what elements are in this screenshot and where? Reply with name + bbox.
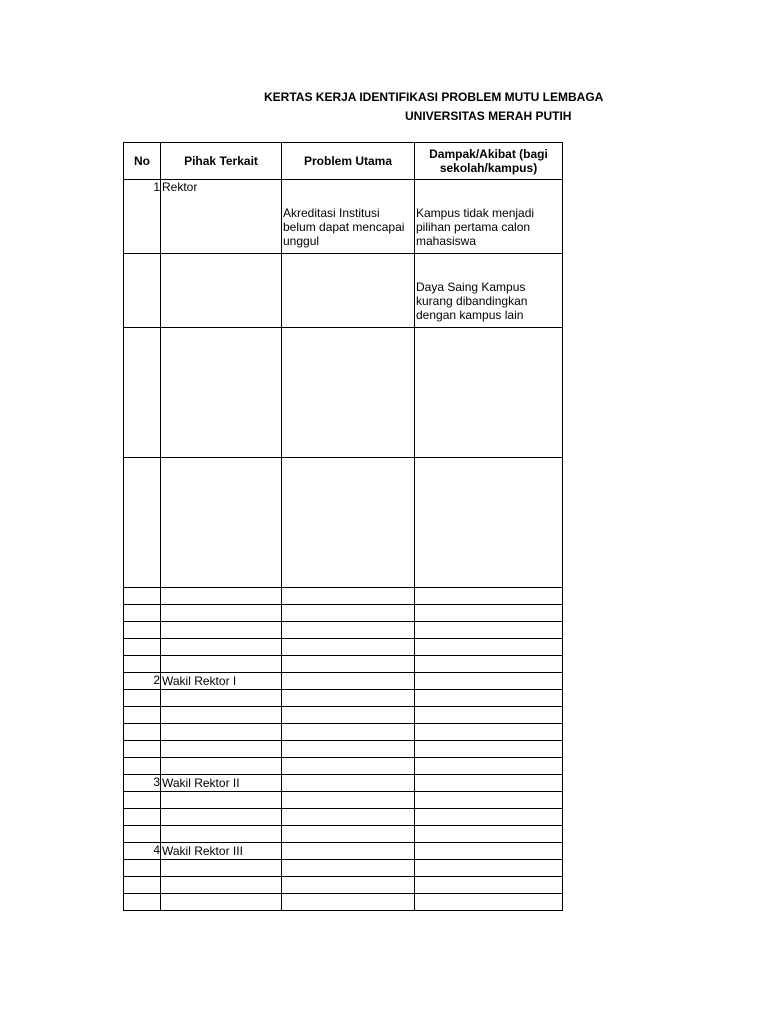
pihak-cell: Wakil Rektor III: [161, 843, 282, 860]
table-row: [124, 605, 563, 622]
header-no: No: [124, 143, 161, 180]
table-row: [124, 843, 563, 860]
dampak-cell: Kampus tidak menjadi pilihan pertama calon mahasiswa: [415, 180, 563, 254]
table-row: [124, 673, 563, 690]
table-row: [124, 656, 563, 673]
table-row: [124, 622, 563, 639]
document-subtitle: UNIVERSITAS MERAH PUTIH: [405, 109, 572, 123]
table-row: [124, 894, 563, 911]
table-row: [124, 254, 563, 328]
table-row: [124, 792, 563, 809]
table-row: [124, 707, 563, 724]
dampak-cell: Daya Saing Kampus kurang dibandingkan dengan kampus lain: [415, 254, 563, 328]
header-dampak-akibat: Dampak/Akibat (bagi sekolah/kampus): [415, 143, 563, 180]
header-pihak-terkait: Pihak Terkait: [161, 143, 282, 180]
row-number: 4: [124, 843, 161, 860]
table-row: [124, 741, 563, 758]
table-row: [124, 328, 563, 458]
header-row: [124, 143, 563, 180]
problem-cell: Akreditasi Institusi belum dapat mencapai unggul: [282, 180, 415, 254]
table-row: [124, 639, 563, 656]
table-row: [124, 588, 563, 605]
row-number: 3: [124, 775, 161, 792]
row-number: 2: [124, 673, 161, 690]
table-row: [124, 458, 563, 588]
row-number: 1: [124, 180, 161, 254]
table-row: [124, 877, 563, 894]
table-row: [124, 809, 563, 826]
problem-table: [123, 142, 563, 911]
pihak-cell: Wakil Rektor I: [161, 673, 282, 690]
pihak-cell: Rektor: [161, 180, 282, 254]
table-row: [124, 690, 563, 707]
problem-cell: [282, 254, 415, 328]
row-number: [124, 254, 161, 328]
document-title: KERTAS KERJA IDENTIFIKASI PROBLEM MUTU LEMBAGA: [264, 90, 604, 104]
pihak-cell: Wakil Rektor II: [161, 775, 282, 792]
header-problem-utama: Problem Utama: [282, 143, 415, 180]
table-row: [124, 826, 563, 843]
table-row: [124, 775, 563, 792]
table-row: [124, 860, 563, 877]
pihak-cell: [161, 254, 282, 328]
table-row: [124, 180, 563, 254]
table-row: [124, 724, 563, 741]
table-row: [124, 758, 563, 775]
